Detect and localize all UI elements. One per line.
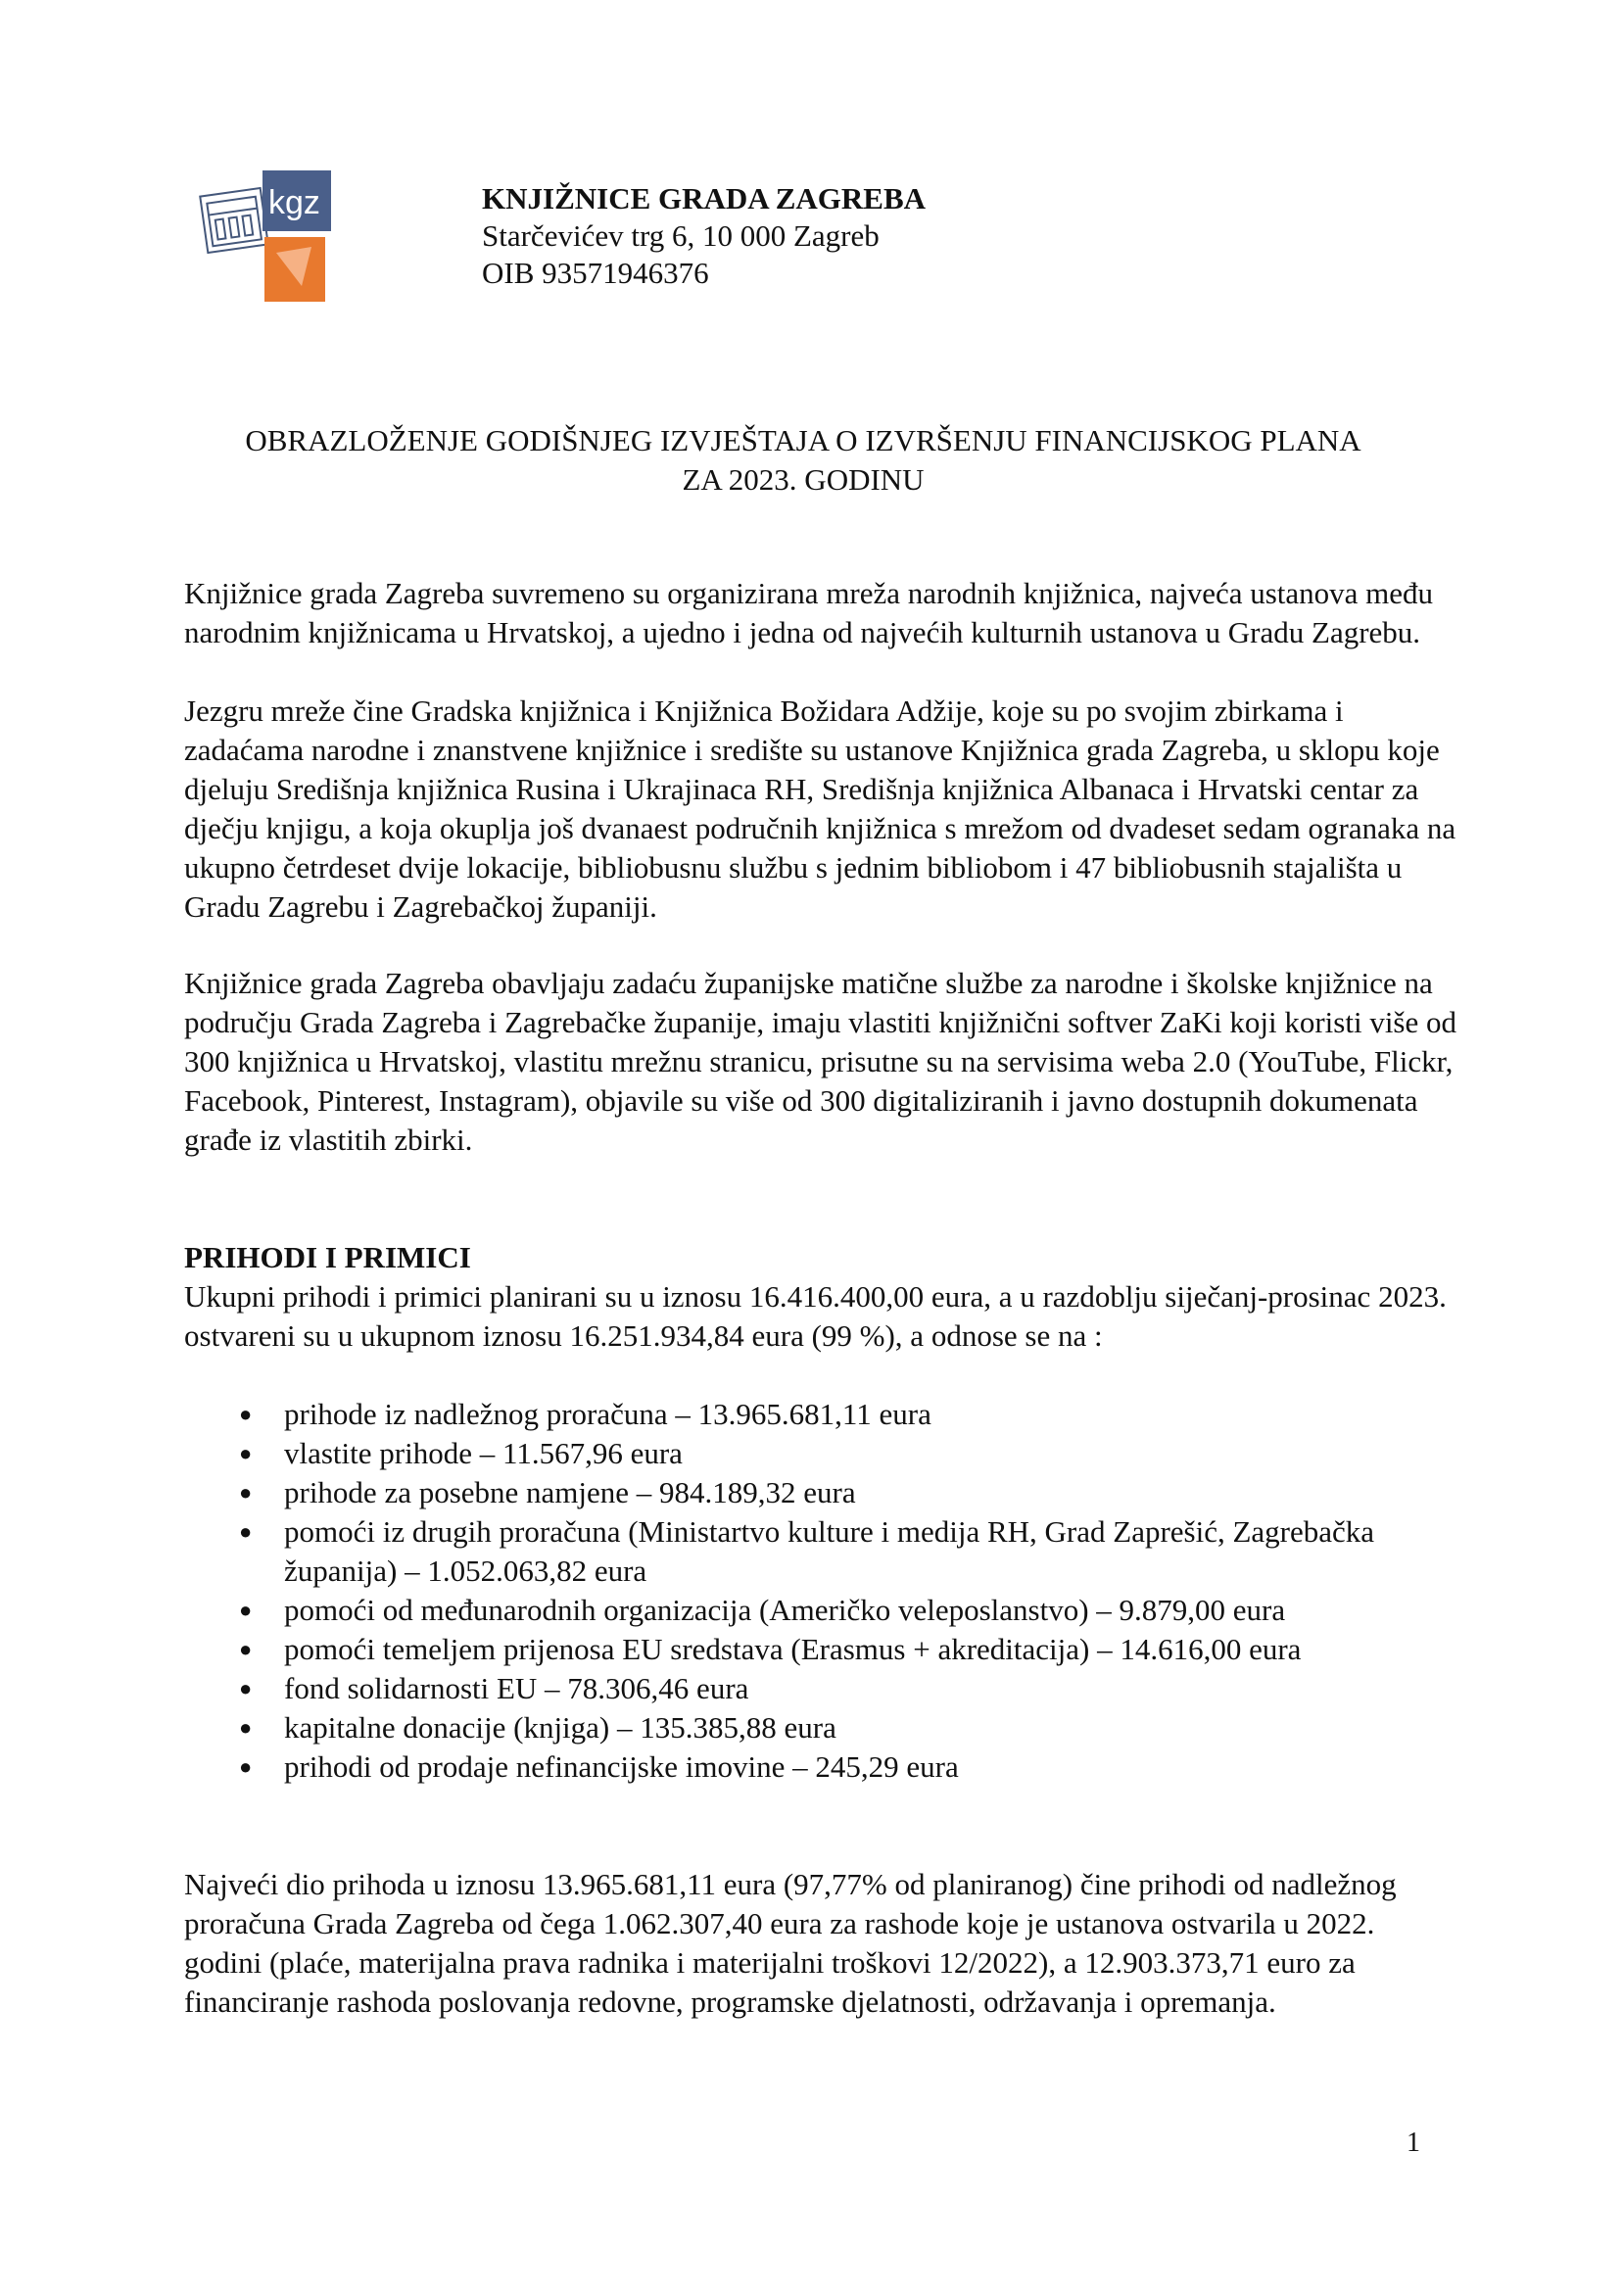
bullet-icon: ● [239,1441,253,1465]
organization-name: KNJIŽNICE GRADA ZAGREBA [482,181,927,215]
income-summary-paragraph: Ukupni prihodi i primici planirani su u iznosu 16.416.400,00 eura, a u razdoblju siječanj-prosinac 2023. ostvareni su u ukupnom iznosu 16.251.934,84 eura (99 %), a odnose se na : [184,1279,1447,1353]
income-section-heading: PRIHODI I PRIMICI [184,1240,471,1274]
organization-address: Starčevićev trg 6, 10 000 Zagreb [482,218,880,253]
svg-text:kgz: kgz [268,184,320,221]
income-list-item: ● pomoći iz drugih proračuna (Ministartvo kulture i medija RH, Grad Zaprešić, Zagrebačka županija) – 1.052.063,82 eura [239,1514,1375,1588]
document-title-line-2: ZA 2023. GODINU [682,462,925,497]
page-number: 1 [1407,2128,1420,2158]
services-paragraph: Knjižnice grada Zagreba obavljaju zadaću županijske matične službe za narodne i školske knjižnice na području Grada Zagreba i Zagrebačke županije, imaju vlastiti knjižnični softver ZaKi koji koristi više od 300 knjižnica u Hrvatskoj, vlastitu mrežnu stranicu, prisutne su na servisima weba 2.0 (YouTube, Flickr, Facebook, Pinterest, Instagram), objavile su više od 300 digitaliziranih i javno dostupnih dokumenata građe iz vlastitih zbirki. [184,966,1457,1157]
bullet-icon: ● [239,1598,253,1622]
kgz-logo [194,163,341,310]
income-list-item: ● pomoći temeljem prijenosa EU sredstava (Erasmus + akreditacija) – 14.616,00 eura [184,1630,1457,1669]
income-list [184,1395,1457,1787]
document-body [184,574,1457,2022]
organization-oib: OIB 93571946376 [482,256,709,290]
bullet-icon: ● [239,1676,253,1700]
letterhead [482,180,926,292]
income-closing-paragraph: Najveći dio prihoda u iznosu 13.965.681,11 eura (97,77% od planiranog) čine prihodi od nadležnog proračuna Grada Zagreba od čega 1.062.307,40 eura za rashode koje je ustanova ostvarila u 2022. godini (plaće, materijalna prava radnika i materijalni troškovi 12/2022), a 12.903.373,71 euro za financiranje rashoda poslovanja redovne, programske djelatnosti, održavanja i opremanja. [184,1867,1397,2019]
bullet-icon: ● [239,1754,253,1779]
income-list-item: ● pomoći od međunarodnih organizacija (Američko veleposlanstvo) – 9.879,00 eura [184,1591,1457,1630]
bullet-icon: ● [239,1480,253,1505]
bullet-icon: ● [239,1402,253,1426]
income-list-item: ● prihodi od prodaje nefinancijske imovine – 245,29 eura [184,1747,1457,1787]
income-list-item: ● vlastite prihode – 11.567,96 eura [184,1434,1457,1473]
bullet-icon: ● [239,1519,253,1544]
income-list-item: ● fond solidarnosti EU – 78.306,46 eura [184,1669,1457,1708]
network-paragraph: Jezgru mreže čine Gradska knjižnica i Knjižnica Božidara Adžije, koje su po svojim zbirkama i zadaćama narodne i znanstvene knjižnice i središte su ustanove Knjižnica grada Zagreba, u sklopu koje djeluju Središnja knjižnica Rusina i Ukrajinaca RH, Središnja knjižnica Albanaca i Hrvatski centar za dječju knjigu, a koja okuplja još dvanaest područnih knjižnica s mrežom od dvadeset sedam ogranaka na ukupno četrdeset dvije lokacije, bibliobusnu službu s jednim bibliobom i 47 bibliobusnih stajališta u Gradu Zagrebu i Zagrebačkoj županiji. [184,694,1456,924]
income-list-item: ● kapitalne donacije (knjiga) – 135.385,88 eura [184,1708,1457,1747]
bullet-icon: ● [239,1637,253,1661]
income-list-item: ● prihode za posebne namjene – 984.189,32 eura [184,1473,1457,1512]
intro-paragraph: Knjižnice grada Zagreba suvremeno su organizirana mreža narodnih knjižnica, najveća ustanova među narodnim knjižnicama u Hrvatskoj, a ujedno i jedna od najvećih kulturnih ustanova u Gradu Zagrebu. [184,576,1434,649]
income-list-item: ● prihode iz nadležnog proračuna – 13.965.681,11 eura [184,1395,1457,1434]
bullet-icon: ● [239,1715,253,1740]
document-title [147,421,1459,500]
document-title-line-1: OBRAZLOŽENJE GODIŠNJEG IZVJEŠTAJA O IZVRŠENJU FINANCIJSKOG PLANA [245,423,1361,457]
